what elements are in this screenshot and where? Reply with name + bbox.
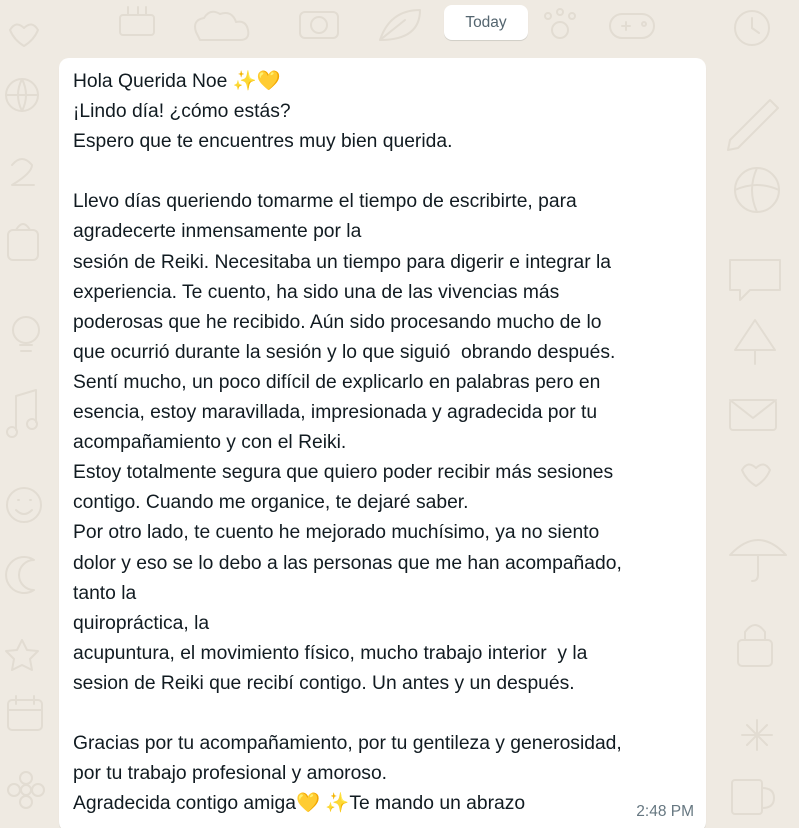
doodle-pencil-icon <box>728 100 778 150</box>
message-text: Hola Querida Noe ✨💛 ¡Lindo día! ¿cómo estás? Espero que te encuentres muy bien querida. Llevo días queriendo tomarme el tiempo de escribirte, para agradecerte inmensamente por la sesión de Reiki. Necesitaba un tiempo para digerir e integrar la experiencia. Te cuento, ha sido una de las vivencias más poderosas que he recibido. Aún sido procesando mucho de lo que ocurrió durante la sesión y lo que siguió obrando después. Sentí mucho, un poco difícil de explicarlo en palabras pero en esencia, estoy maravillada, impresionada y agradecida por tu acompañamiento y con el Reiki. Estoy totalmente segura que quiero poder recibir más sesiones contigo. Cuando me organice, te dejaré saber. Por otro lado, te cuento he mejorado muchísimo, ya no siento dolor y eso se lo debo a las personas que me han acompañado, tanto la quiropráctica, la acupuntura, el movimiento físico, mucho trabajo interior y la sesion de Reiki que recibí contigo. Un antes y un después. Gracias por tu acompañamiento, por tu gentileza y generosidad, por tu trabajo profesional y amoroso. Agradecida contigo amiga💛 ✨Te mando un abrazo <box>73 71 622 815</box>
doodle-leaf-icon <box>380 10 420 40</box>
doodle-moon-icon <box>6 557 34 593</box>
doodle-sparkle-icon <box>742 720 772 750</box>
doodle-cup-icon <box>732 780 774 814</box>
date-separator-label: Today <box>465 13 507 31</box>
doodle-cloud-icon <box>195 12 248 40</box>
doodle-star-icon <box>6 640 38 670</box>
doodle-heart-icon <box>10 24 38 46</box>
doodle-camera-icon <box>300 12 338 38</box>
doodle-bulb-icon <box>13 317 39 351</box>
doodle-lock-icon <box>738 625 772 666</box>
message-timestamp: 2:48 PM <box>636 803 694 820</box>
doodle-tree-icon <box>735 320 775 364</box>
doodle-heart-small-icon <box>742 464 770 486</box>
doodle-flower-icon <box>8 772 44 808</box>
doodle-clock-icon <box>735 11 769 45</box>
incoming-message-bubble[interactable] <box>59 58 706 828</box>
doodle-gamepad-icon <box>610 14 654 38</box>
doodle-calendar-icon <box>8 696 42 730</box>
doodle-paw-icon <box>545 9 575 38</box>
doodle-umbrella-icon <box>730 540 786 581</box>
doodle-number-icon <box>12 159 34 185</box>
doodle-envelope-icon <box>730 400 776 430</box>
doodle-chat-bubble-icon <box>730 260 780 300</box>
doodle-ball-icon <box>735 168 779 212</box>
doodle-bag-icon <box>8 224 38 260</box>
doodle-music-note-icon <box>7 390 37 437</box>
doodle-globe-icon <box>6 79 38 111</box>
doodle-smile-icon <box>7 488 41 522</box>
date-separator-chip <box>444 5 528 40</box>
doodle-cake-icon <box>120 7 154 35</box>
